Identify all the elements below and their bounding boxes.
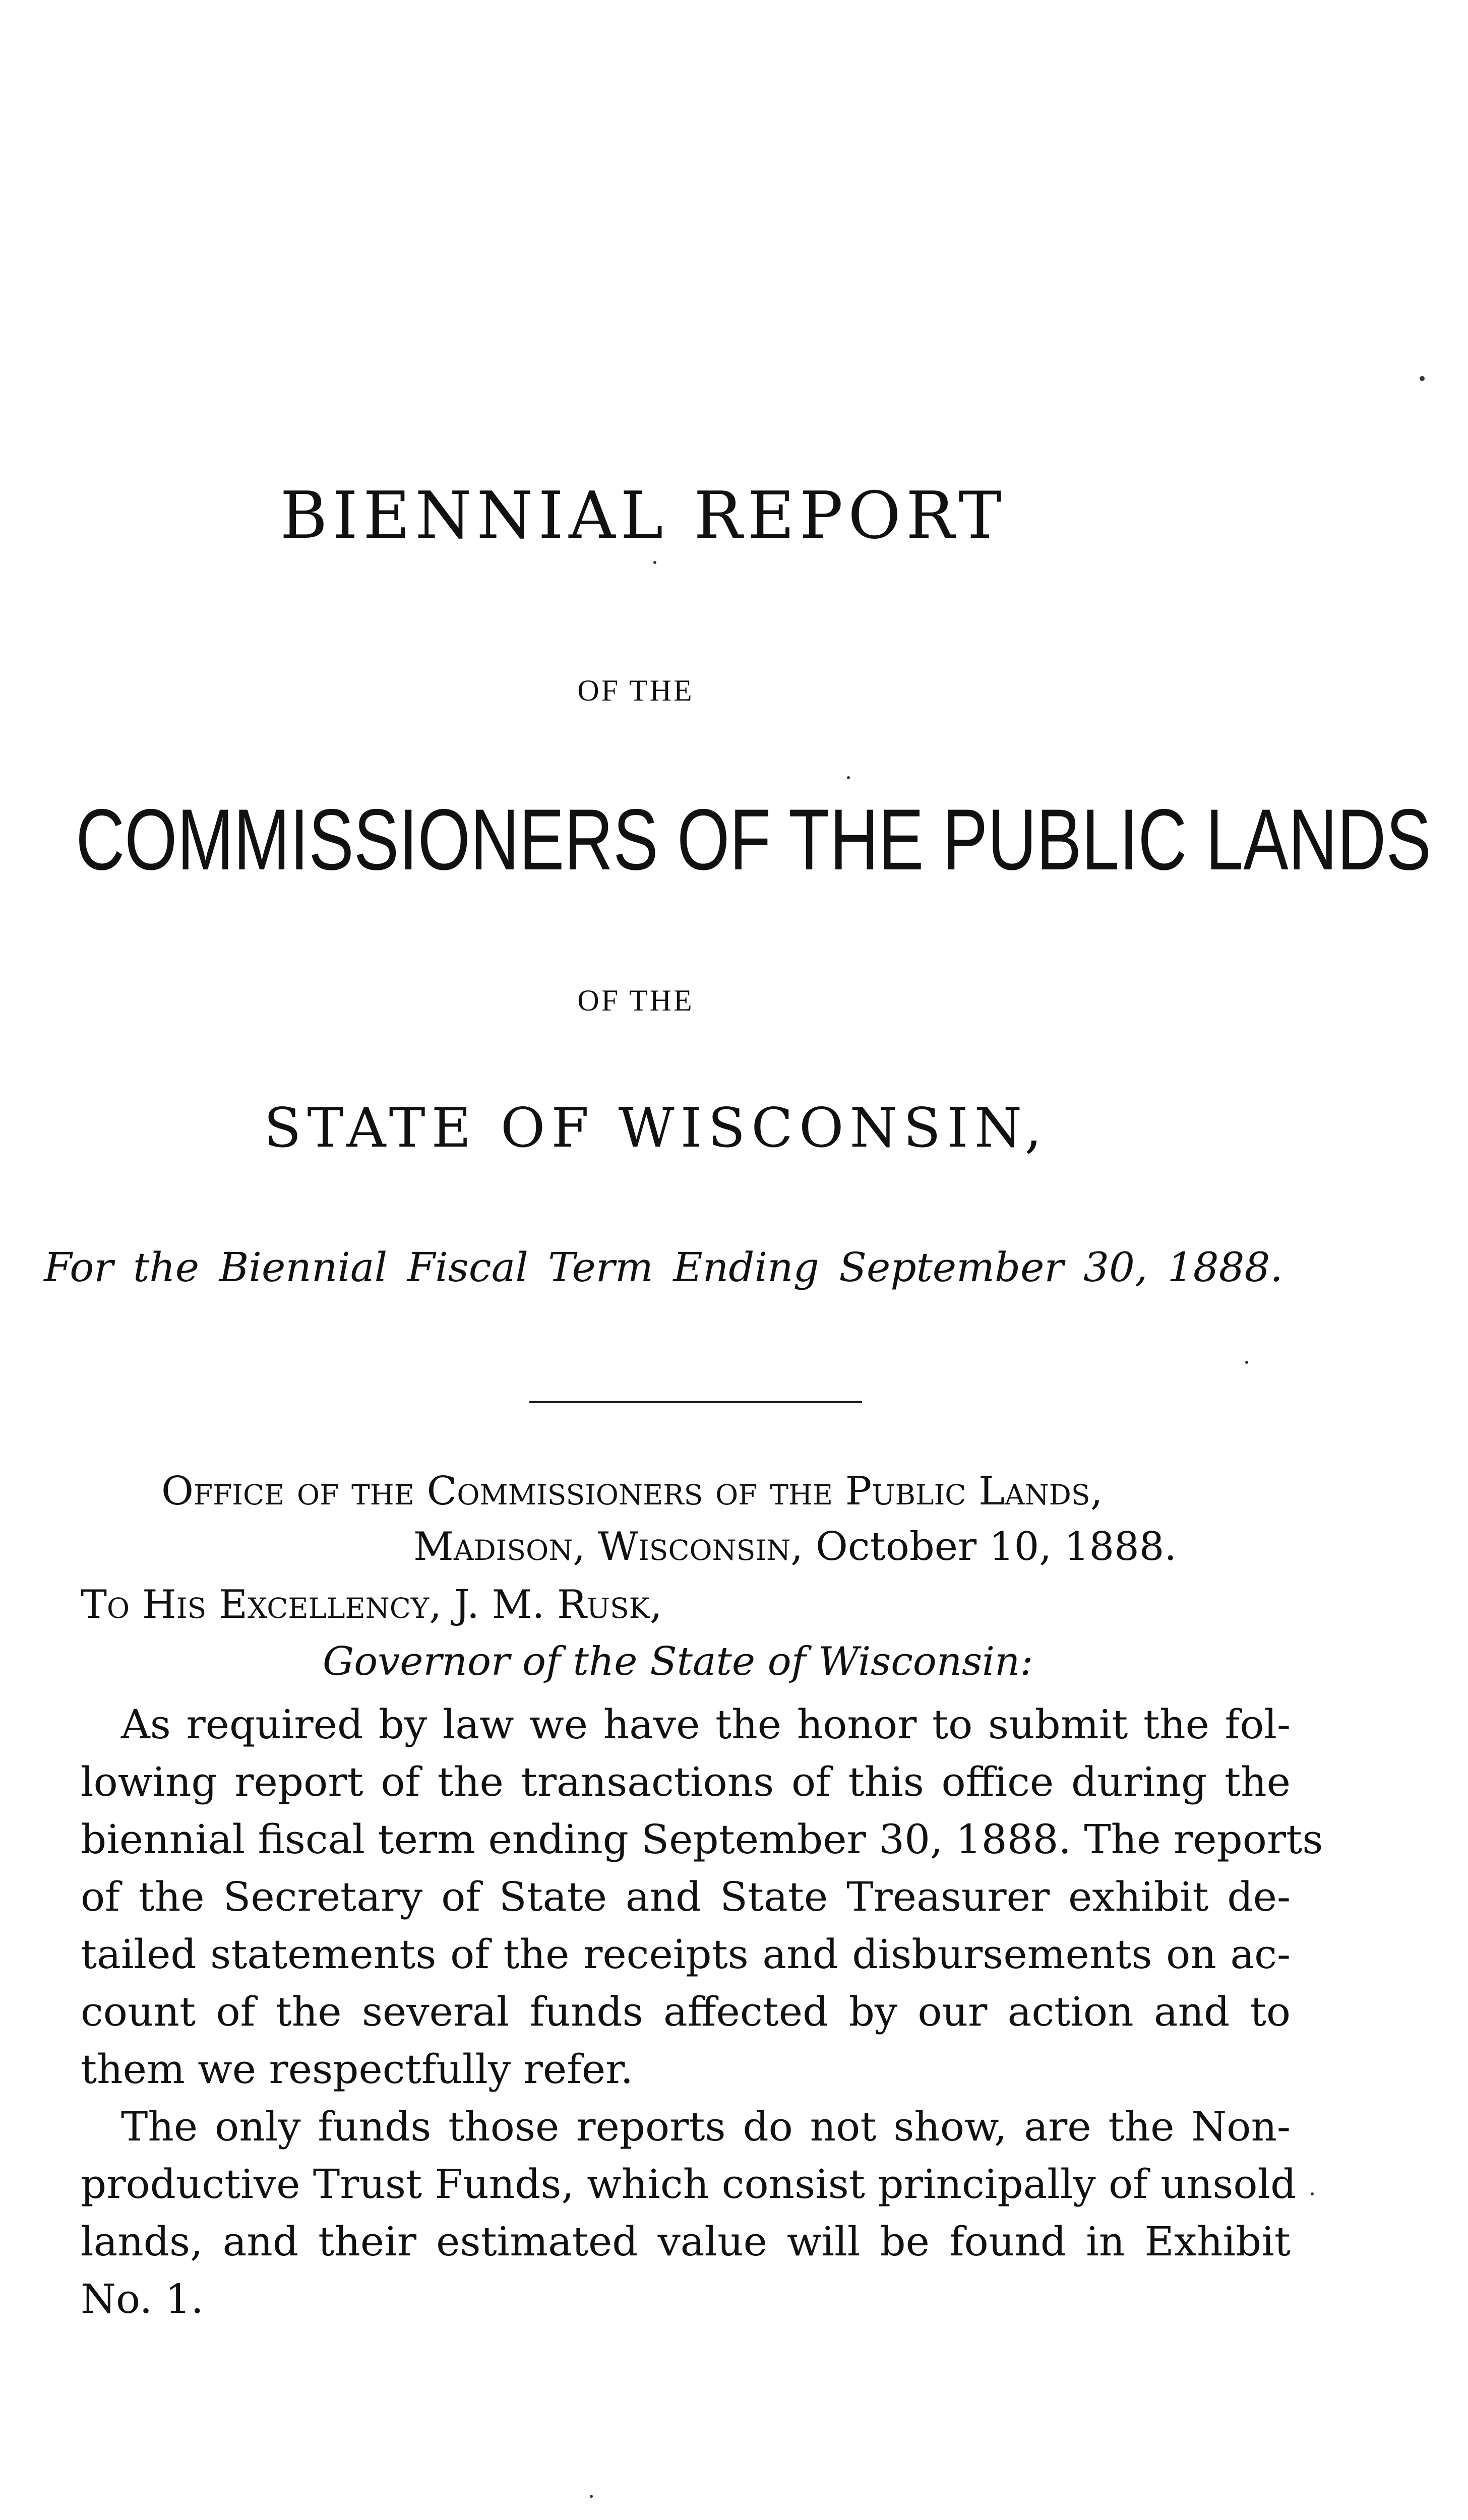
paragraph-line: The only funds those reports do not show, are the Non-: [121, 2103, 1291, 2150]
place-line: Madison, Wisconsin,: [413, 1524, 804, 1569]
addressee-line: To His Excellency, J. M. Rusk,: [81, 1582, 662, 1627]
print-speck: [1311, 2192, 1314, 2195]
office-line: Office of the Commissioners of the Public Lands,: [161, 1469, 1103, 1514]
print-speck: [1245, 1361, 1248, 1364]
paragraph-line: productive Trust Funds, which consist principally of unsold: [81, 2161, 1297, 2208]
paragraph-line: count of the several funds affected by our action and to: [81, 1988, 1291, 2035]
paragraph-line: As required by law we have the honor to submit the fol-: [121, 1701, 1291, 1748]
print-speck: [847, 776, 850, 779]
paragraph-line: biennial fiscal term ending September 30, 1888. The reports: [81, 1816, 1323, 1863]
fiscal-term-line: For the Biennial Fiscal Term Ending September 30, 1888.: [44, 1244, 1283, 1291]
divider-rule: [529, 1401, 862, 1403]
paragraph-line: No. 1.: [81, 2276, 204, 2322]
report-title: BIENNIAL REPORT: [280, 478, 1007, 553]
print-speck: [1420, 376, 1425, 381]
of-the-line-2: OF THE: [577, 984, 694, 1017]
paragraph-line: lowing report of the transactions of this office during the: [81, 1758, 1291, 1805]
paragraph-1: [81, 1696, 1323, 2098]
paragraph-line: tailed statements of the receipts and disbursements on ac-: [81, 1931, 1291, 1978]
print-speck: [653, 561, 656, 564]
addressee-title: Governor of the State of Wisconsin:: [323, 1639, 1033, 1684]
commissioners-heading: COMMISSIONERS OF THE PUBLIC LANDS: [76, 791, 1431, 888]
paragraph-line: of the Secretary of State and State Treasurer exhibit de-: [81, 1873, 1291, 1920]
print-speck: [590, 2495, 593, 2498]
of-the-line-1: OF THE: [577, 674, 694, 707]
paragraph-line: them we respectfully refer.: [81, 2046, 634, 2093]
state-heading: STATE OF WISCONSIN,: [264, 1097, 1048, 1160]
paragraph-2: [81, 2098, 1297, 2328]
place-date-line: [413, 1524, 1177, 1569]
paragraph-line: lands, and their estimated value will be found in Exhibit: [81, 2218, 1291, 2265]
letter-date: October 10, 1888.: [815, 1524, 1177, 1569]
